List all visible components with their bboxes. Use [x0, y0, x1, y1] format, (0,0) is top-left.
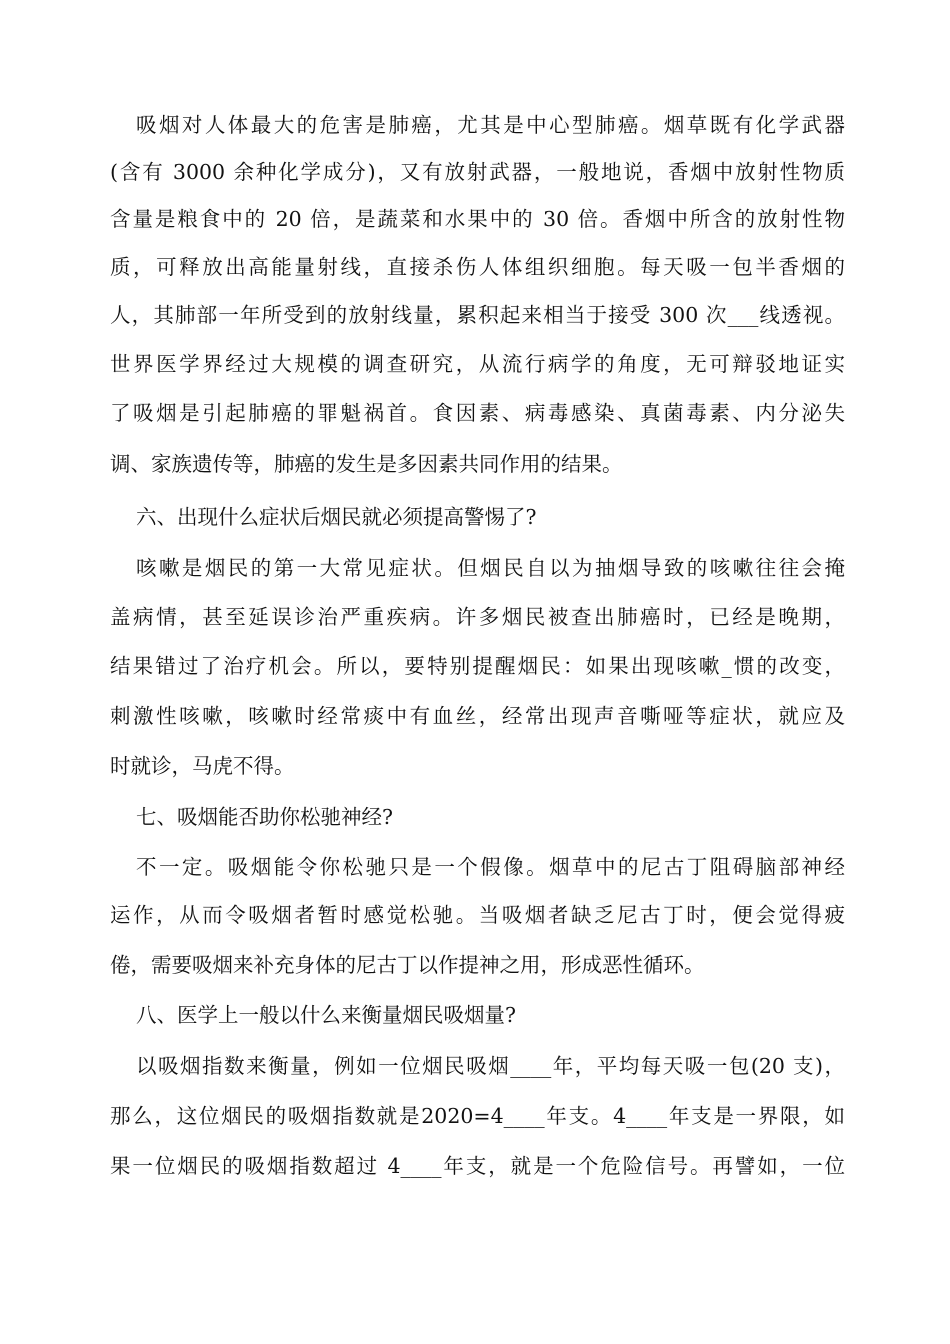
paragraph-1-line-7: 了吸烟是引起肺癌的罪魁祸首。食因素、病毒感染、真菌毒素、内分泌失: [110, 401, 845, 425]
section-heading-6: 六、出现什么症状后烟民就必须提高警惕了?: [136, 505, 537, 529]
section-heading-8: 八、医学上一般以什么来衡量烟民吸烟量?: [136, 1003, 516, 1027]
paragraph-2-line-5: 时就诊，马虎不得。: [110, 754, 295, 778]
paragraph-2-line-3: 结果错过了治疗机会。所以，要特别提醒烟民：如果出现咳嗽_惯的改变，: [110, 654, 845, 678]
paragraph-1-line-8: 调、家族遗传等，肺癌的发生是多因素共同作用的结果。: [110, 452, 623, 476]
paragraph-1-line-4: 质，可释放出高能量射线，直接杀伤人体组织细胞。每天吸一包半香烟的: [110, 255, 845, 279]
paragraph-4-line-3: 果一位烟民的吸烟指数超过 4____年支，就是一个危险信号。再譬如，一位: [110, 1154, 845, 1178]
paragraph-3-line-1: 不一定。吸烟能令你松驰只是一个假像。烟草中的尼古丁阻碍脑部神经: [136, 855, 845, 879]
paragraph-1-line-1: 吸烟对人体最大的危害是肺癌，尤其是中心型肺癌。烟草既有化学武器: [136, 113, 845, 137]
section-heading-7: 七、吸烟能否助你松驰神经?: [136, 805, 393, 829]
paragraph-3-line-3: 倦，需要吸烟来补充身体的尼古丁以作提神之用，形成恶性循环。: [110, 953, 705, 977]
paragraph-2-line-4: 刺激性咳嗽，咳嗽时经常痰中有血丝，经常出现声音嘶哑等症状，就应及: [110, 704, 845, 728]
paragraph-1-line-3: 含量是粮食中的 20 倍，是蔬菜和水果中的 30 倍。香烟中所含的放射性物: [110, 207, 845, 231]
paragraph-2-line-2: 盖病情，甚至延误诊治严重疾病。许多烟民被查出肺癌时，已经是晚期，: [110, 605, 845, 629]
paragraph-1-line-5: 人，其肺部一年所受到的放射线量，累积起来相当于接受 300 次___线透视。: [110, 303, 845, 327]
paragraph-4-line-2: 那么，这位烟民的吸烟指数就是2020=4____年支。4____年支是一界限，如: [110, 1104, 845, 1128]
paragraph-4-line-1: 以吸烟指数来衡量，例如一位烟民吸烟____年，平均每天吸一包(20 支)，: [136, 1054, 845, 1078]
paragraph-1-line-6: 世界医学界经过大规模的调查研究，从流行病学的角度，无可辩驳地证实: [110, 352, 845, 376]
paragraph-3-line-2: 运作，从而令吸烟者暂时感觉松驰。当吸烟者缺乏尼古丁时，便会觉得疲: [110, 903, 845, 927]
paragraph-1-line-2: (含有 3000 余种化学成分)，又有放射武器，一般地说，香烟中放射性物质: [110, 160, 845, 184]
paragraph-2-line-1: 咳嗽是烟民的第一大常见症状。但烟民自以为抽烟导致的咳嗽往往会掩: [136, 556, 845, 580]
